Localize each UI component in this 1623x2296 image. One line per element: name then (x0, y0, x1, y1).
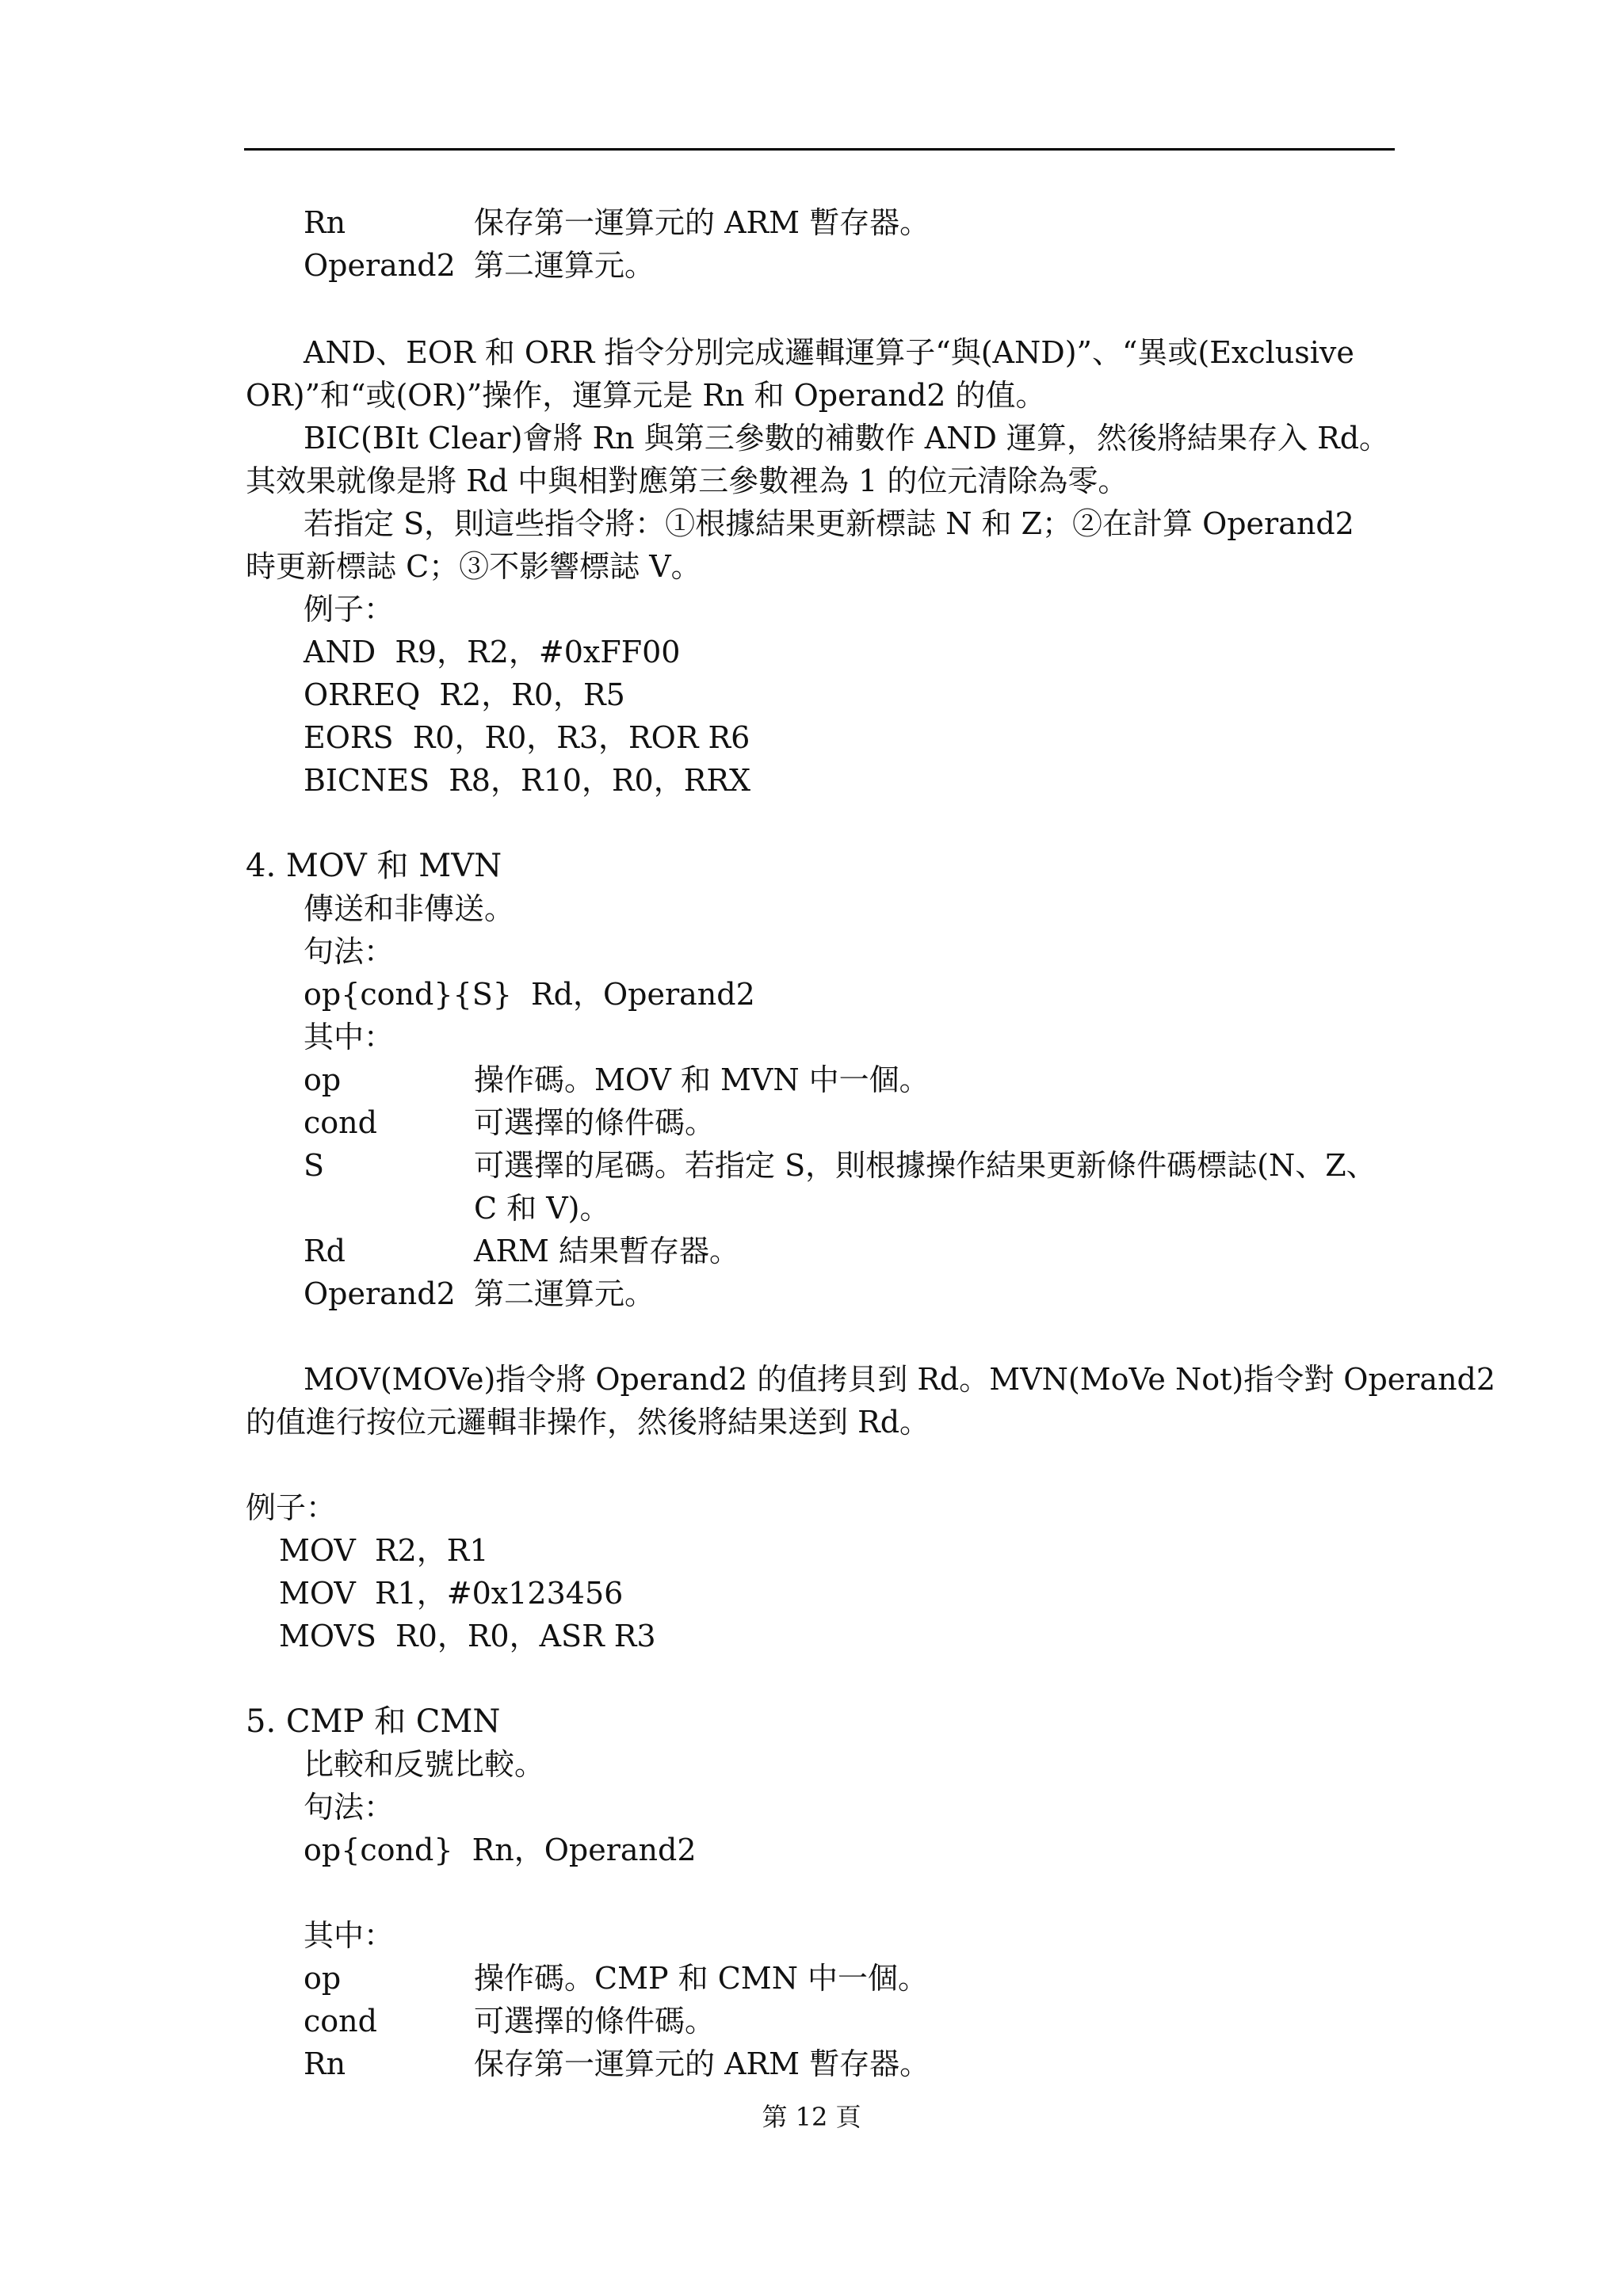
syntax-label: 句法： (304, 1790, 395, 1825)
def-desc: 第二運算元。 (474, 248, 655, 283)
def-term: op (304, 1062, 342, 1097)
paragraph-line: 的值進行按位元邏輯非操作，然後將結果送到 Rd。 (246, 1405, 930, 1440)
paragraph-line: 若指定 S，則這些指令將：①根據結果更新標誌 N 和 Z；②在計算 Operand2 (304, 506, 1354, 541)
section-heading: 4. MOV 和 MVN (246, 848, 502, 884)
def-term: Rn (304, 2046, 346, 2081)
page-number: 第 12 頁 (762, 2102, 861, 2132)
def-desc: 第二運算元。 (474, 1276, 655, 1311)
paragraph-line: 其效果就像是將 Rd 中與相對應第三參數裡為 1 的位元清除為零。 (246, 463, 1128, 498)
def-term: op (304, 1961, 342, 1996)
code-example: ORREQ R2，R0，R5 (304, 677, 625, 712)
syntax-line: op{cond} Rn，Operand2 (304, 1833, 697, 1867)
def-desc: 保存第一運算元的 ARM 暫存器。 (474, 2046, 930, 2081)
def-desc: 可選擇的尾碼。若指定 S，則根據操作結果更新條件碼標誌(N、Z、 (474, 1148, 1377, 1183)
def-desc: 保存第一運算元的 ARM 暫存器。 (474, 205, 930, 240)
section-intro: 比較和反號比較。 (304, 1747, 545, 1782)
def-desc: 可選擇的條件碼。 (474, 1105, 716, 1140)
where-label: 其中： (304, 1918, 395, 1953)
def-desc: 操作碼。MOV 和 MVN 中一個。 (474, 1062, 930, 1097)
code-example: MOVS R0，R0，ASR R3 (279, 1619, 656, 1653)
def-desc: ARM 結果暫存器。 (474, 1234, 740, 1268)
def-term: cond (304, 1105, 377, 1140)
paragraph-line: AND、EOR 和 ORR 指令分別完成邏輯運算子“與(AND)”、“異或(Exclusive (304, 335, 1354, 370)
paragraph-line: OR)”和“或(OR)”操作，運算元是 Rn 和 Operand2 的值。 (246, 378, 1046, 413)
def-desc: 操作碼。CMP 和 CMN 中一個。 (474, 1961, 929, 1996)
def-term: Rd (304, 1234, 346, 1268)
code-example: EORS R0，R0，R3，ROR R6 (304, 720, 750, 755)
code-example: AND R9，R2，#0xFF00 (304, 635, 681, 669)
section-heading: 5. CMP 和 CMN (246, 1703, 501, 1740)
example-label: 例子： (246, 1490, 337, 1525)
def-term: Operand2 (304, 248, 456, 283)
syntax-label: 句法： (304, 934, 395, 969)
where-label: 其中： (304, 1020, 395, 1055)
code-example: MOV R2，R1 (279, 1533, 489, 1568)
paragraph-line: BIC(BIt Clear)會將 Rn 與第三參數的補數作 AND 運算，然後將結果存入 Rd。 (304, 421, 1390, 456)
code-example: BICNES R8，R10，R0，RRX (304, 763, 751, 798)
header-rule (244, 148, 1395, 151)
example-label: 例子： (304, 592, 395, 627)
paragraph-line: 時更新標誌 C；③不影響標誌 V。 (246, 549, 701, 584)
def-term: Operand2 (304, 1276, 456, 1311)
def-term: S (304, 1148, 325, 1183)
def-desc-continued: C 和 V)。 (474, 1191, 610, 1226)
code-example: MOV R1，#0x123456 (279, 1576, 624, 1611)
def-term: cond (304, 2004, 377, 2039)
paragraph-line: MOV(MOVe)指令將 Operand2 的值拷貝到 Rd。MVN(MoVe Not)指令對 Operand2 (304, 1362, 1496, 1397)
section-intro: 傳送和非傳送。 (304, 891, 515, 926)
def-term: Rn (304, 205, 346, 240)
def-desc: 可選擇的條件碼。 (474, 2004, 716, 2039)
syntax-line: op{cond}{S} Rd，Operand2 (304, 977, 755, 1012)
